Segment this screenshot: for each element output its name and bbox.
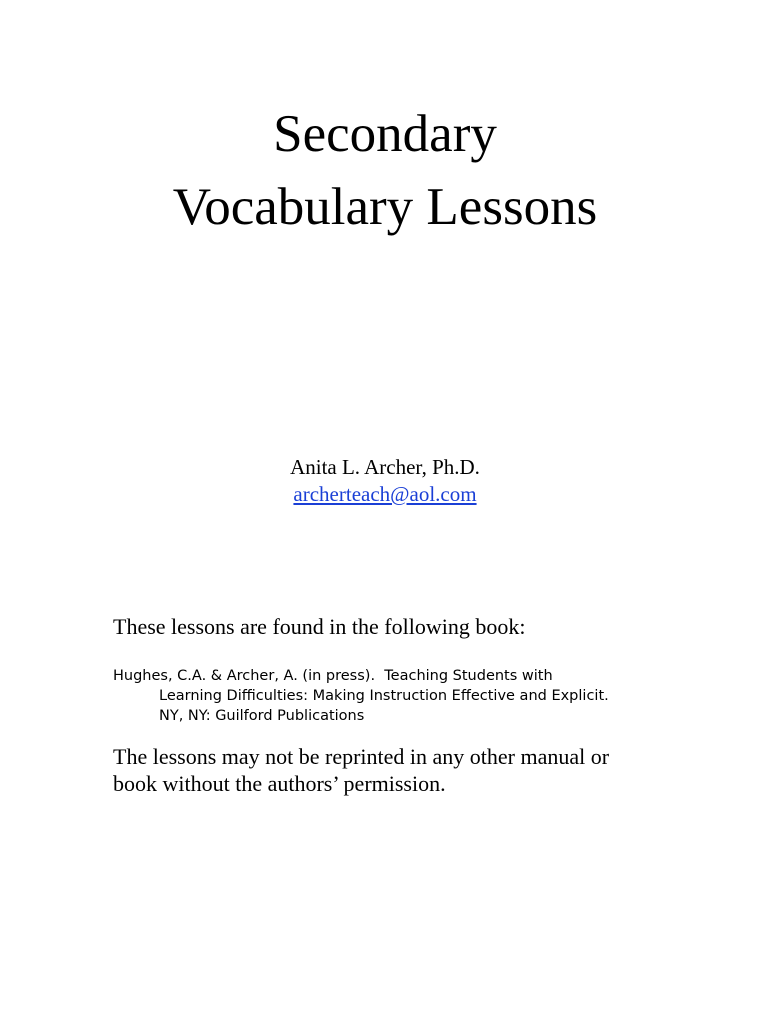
author-name: Anita L. Archer, Ph.D. — [290, 455, 480, 479]
title-line-1: Secondary — [273, 105, 497, 163]
citation-line-1: Hughes, C.A. & Archer, A. (in press). Teaching Students with — [113, 668, 553, 684]
book-citation — [113, 666, 609, 726]
notice-line-2: book without the authors’ permission. — [113, 771, 446, 796]
title-line-2: Vocabulary Lessons — [172, 178, 598, 236]
citation-line-2: Learning Difficulties: Making Instruction Effective and Explicit. — [159, 688, 609, 704]
citation-line-3: NY, NY: Guilford Publications — [159, 708, 365, 724]
permission-notice — [113, 743, 713, 797]
intro-text: These lessons are found in the following book: — [113, 614, 526, 639]
author-email-link[interactable]: archerteach@aol.com — [293, 482, 477, 506]
author-block — [0, 454, 770, 508]
notice-line-1: The lessons may not be reprinted in any other manual or — [113, 744, 610, 769]
